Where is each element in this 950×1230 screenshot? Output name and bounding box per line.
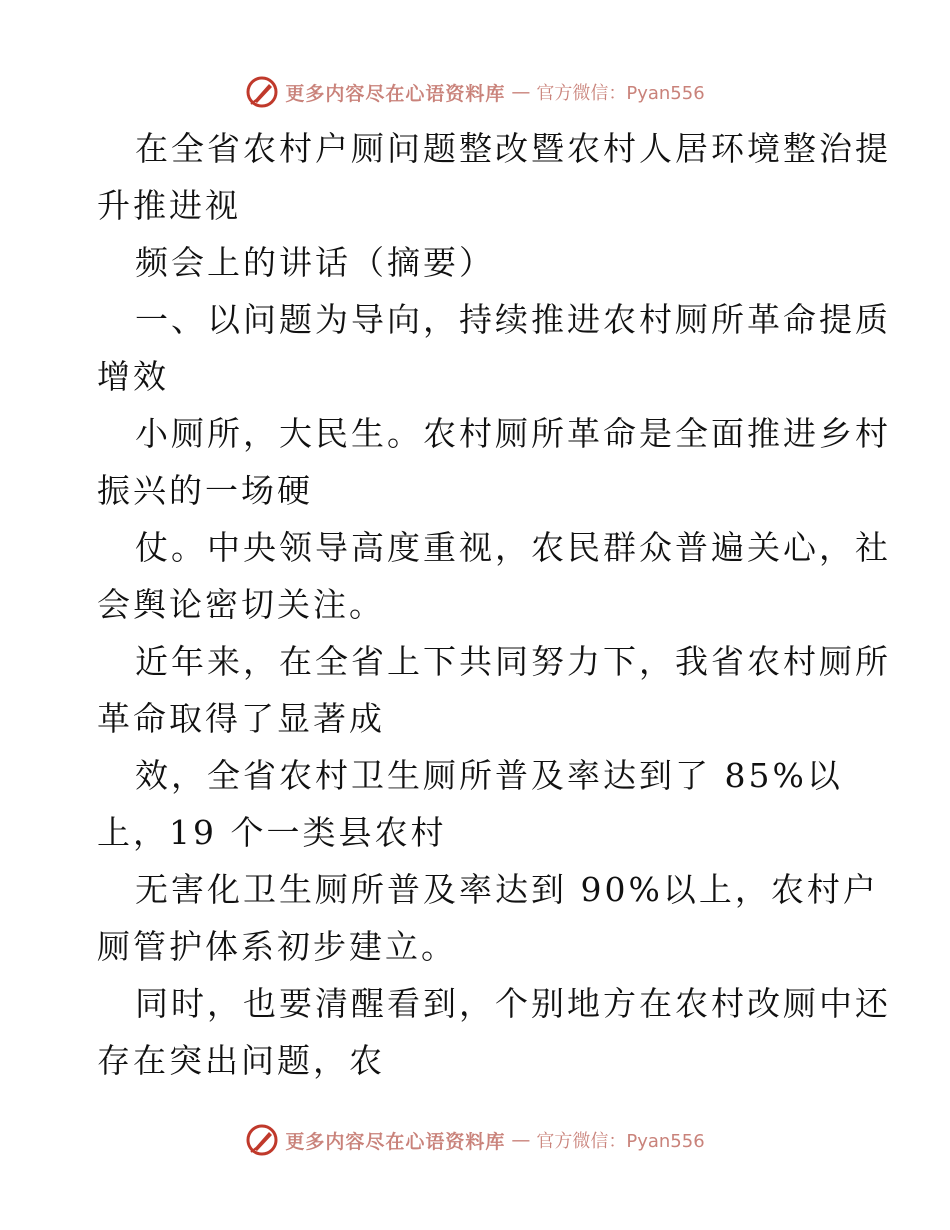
watermark-separator: — xyxy=(511,81,531,103)
quill-logo-icon xyxy=(245,1123,279,1157)
text-line: 同时，也要清醒看到，个别地方在农村改厕中还 xyxy=(135,984,891,1023)
watermark-wechat-text: 官方微信：Pyan556 xyxy=(536,1131,705,1152)
text-line: 仗。中央领导高度重视，农民群众普遍关心，社 xyxy=(135,528,891,567)
header-watermark xyxy=(0,72,950,112)
text-line: 升推进视 xyxy=(97,186,241,225)
text-line: 振兴的一场硬 xyxy=(97,471,313,510)
footer-watermark xyxy=(0,1120,950,1160)
watermark-library-text: 更多内容尽在心语资料库 xyxy=(285,1130,506,1153)
watermark-separator: — xyxy=(511,1129,531,1151)
text-line: 存在突出问题，农 xyxy=(97,1041,385,1080)
text-line: 小厕所，大民生。农村厕所革命是全面推进乡村 xyxy=(135,414,891,453)
text-line: 一、以问题为导向，持续推进农村厕所革命提质 xyxy=(135,300,891,339)
text-line: 效，全省农村卫生厕所普及率达到了 85%以 xyxy=(135,756,843,795)
text-line: 近年来，在全省上下共同努力下，我省农村厕所 xyxy=(135,642,891,681)
text-line: 增效 xyxy=(97,357,169,396)
watermark-wechat-text: 官方微信：Pyan556 xyxy=(536,83,705,104)
watermark-library-text: 更多内容尽在心语资料库 xyxy=(285,82,506,105)
quill-logo-icon xyxy=(245,75,279,109)
text-line: 无害化卫生厕所普及率达到 90%以上，农村户 xyxy=(135,870,879,909)
document-body xyxy=(97,120,891,1089)
text-line: 厕管护体系初步建立。 xyxy=(97,927,457,966)
text-line: 革命取得了显著成 xyxy=(97,699,385,738)
text-line: 频会上的讲话（摘要） xyxy=(135,243,495,282)
text-line: 在全省农村户厕问题整改暨农村人居环境整治提 xyxy=(135,129,891,168)
text-line: 上，19 个一类县农村 xyxy=(97,813,447,852)
text-line: 会舆论密切关注。 xyxy=(97,585,385,624)
